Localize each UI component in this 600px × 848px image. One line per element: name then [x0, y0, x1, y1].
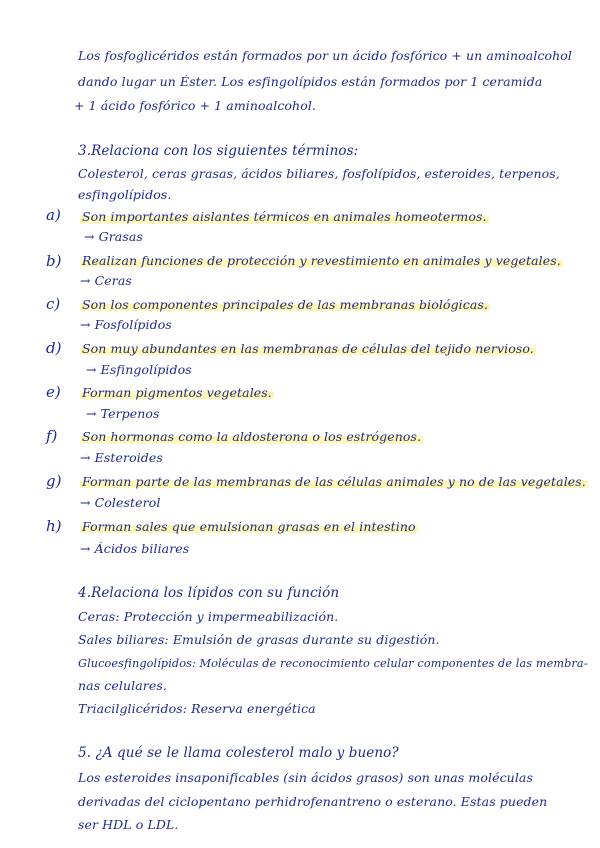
q4-line-2: Sales biliares: Emulsión de grasas durante su digestión.	[78, 632, 440, 647]
q3-item-c-letter: c)	[46, 295, 61, 313]
q3-item-b-letter: b)	[46, 252, 62, 270]
q3-item-a-text: Son importantes aislantes térmicos en animales homeotermos.	[82, 209, 487, 224]
q4-line-1: Ceras: Protección y impermeabilización.	[78, 609, 339, 624]
q3-item-f-letter: f)	[46, 427, 58, 445]
q3-item-g-letter: g)	[46, 472, 62, 490]
intro-line-3: + 1 ácido fosfórico + 1 aminoalcohol.	[74, 98, 316, 113]
q3-item-d-letter: d)	[46, 339, 62, 357]
q5-line-2: derivadas del ciclopentano perhidrofenantreno o esterano. Estas pueden	[78, 794, 548, 809]
q3-item-g-text: Forman parte de las membranas de las células animales y no de las vegetales.	[82, 474, 586, 489]
q5-line-1: Los esteroides insaponificables (sin ácidos grasos) son unas moléculas	[78, 770, 533, 785]
q4-line-3: Glucoesfingolípidos: Moléculas de reconocimiento celular componentes de las membra-	[78, 657, 588, 670]
q5-title: 5. ¿A qué se le llama colesterol malo y bueno?	[78, 745, 399, 761]
q3-terms-line-2: esfingolípidos.	[78, 187, 172, 202]
q3-title: 3.Relaciona con los siguientes términos:	[78, 143, 359, 159]
q3-item-a-letter: a)	[46, 206, 61, 224]
q3-item-c-answer: → Fosfolípidos	[80, 317, 172, 332]
q3-item-b-answer: → Ceras	[80, 273, 132, 288]
q4-title: 4.Relaciona los lípidos con su función	[78, 585, 340, 601]
q3-item-c-text: Son los componentes principales de las membranas biológicas.	[82, 297, 489, 312]
q3-item-g-answer: → Colesterol	[80, 495, 161, 510]
q4-line-5: Triacilglicéridos: Reserva energética	[78, 701, 316, 716]
q3-item-d-answer: → Esfingolípidos	[86, 362, 192, 377]
q3-item-b-text: Realizan funciones de protección y revestimiento en animales y vegetales.	[82, 253, 561, 268]
intro-line-1: Los fosfoglicéridos están formados por un ácido fosfórico + un aminoalcohol	[78, 48, 573, 63]
q3-item-f-answer: → Esteroides	[80, 450, 163, 465]
q3-item-h-answer: → Ácidos biliares	[80, 541, 190, 556]
q3-item-a-answer: → Grasas	[84, 229, 143, 244]
q3-terms-line-1: Colesterol, ceras grasas, ácidos biliares, fosfolípidos, esteroides, terpenos,	[78, 166, 560, 181]
q3-item-e-letter: e)	[46, 383, 61, 401]
q3-item-e-text: Forman pigmentos vegetales.	[82, 385, 272, 400]
q3-item-h-text: Forman sales que emulsionan grasas en el intestino	[82, 519, 416, 534]
q5-line-3: ser HDL o LDL.	[78, 817, 179, 832]
q4-line-4: nas celulares.	[78, 678, 167, 693]
q3-item-d-text: Son muy abundantes en las membranas de células del tejido nervioso.	[82, 341, 534, 356]
q3-item-h-letter: h)	[46, 517, 62, 535]
intro-line-2: dando lugar un Éster. Los esfingolípidos están formados por 1 ceramida	[78, 74, 543, 89]
q3-item-e-answer: → Terpenos	[86, 406, 160, 421]
q3-item-f-text: Son hormonas como la aldosterona o los estrógenos.	[82, 429, 422, 444]
